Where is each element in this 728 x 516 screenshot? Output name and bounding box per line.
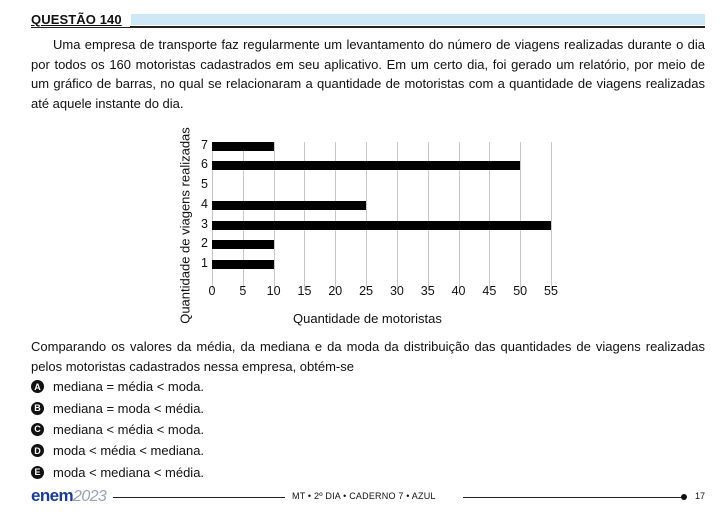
footer-text: MT • 2º DIA • CADERNO 7 • AZUL (292, 491, 436, 501)
option-a[interactable] (31, 376, 204, 397)
header-bar (131, 14, 705, 25)
page-number: 17 (695, 491, 706, 501)
enem-logo: enem2023 (31, 486, 107, 505)
answer-options (31, 376, 204, 483)
option-e[interactable] (31, 462, 204, 483)
y-tick-label: 2 (201, 236, 208, 250)
x-tick-label: 0 (208, 284, 216, 298)
x-tick-label: 30 (389, 284, 404, 298)
option-text: mediana = moda < média. (53, 400, 205, 416)
y-tick-label: 5 (201, 177, 208, 191)
bar-7 (212, 142, 274, 151)
x-tick-label: 35 (420, 284, 435, 298)
option-text: mediana < média < moda. (53, 421, 205, 437)
option-c[interactable] (31, 419, 204, 440)
page-footer (31, 488, 705, 506)
bar-6 (212, 161, 520, 170)
x-tick-label: 15 (297, 284, 312, 298)
question-intro: Uma empresa de transporte faz regularmente um levantamento do número de viagens realizadas durante o dia por todos os 160 motoristas cadastrados em seu aplicativo. Em um certo dia, foi gerado um relatório, por meio de um gráfico de barras, no qual se relacionaram a quantidade de motoristas com a quantidade de viagens realizadas até aquele instante do dia. (31, 37, 705, 111)
gridline (520, 142, 521, 290)
option-letter-icon: E (31, 466, 44, 479)
x-tick-label: 45 (482, 284, 497, 298)
option-letter-icon: B (31, 402, 44, 415)
question-title: QUESTÃO 140 (31, 12, 130, 27)
bar-chart (170, 127, 570, 330)
option-letter-icon: C (31, 423, 44, 436)
x-tick-label: 40 (451, 284, 466, 298)
x-tick-label: 50 (513, 284, 528, 298)
bar-4 (212, 201, 366, 210)
y-tick-label: 4 (201, 197, 208, 211)
footer-rule-left (113, 497, 285, 498)
footer-rule-right (463, 497, 683, 498)
chart-x-axis-label: Quantidade de motoristas (293, 311, 442, 326)
y-tick-label: 3 (201, 217, 208, 231)
y-tick-label: 6 (201, 157, 208, 171)
bar-2 (212, 240, 274, 249)
option-b[interactable] (31, 397, 204, 418)
option-text: moda < mediana < média. (53, 464, 205, 480)
y-tick-label: 7 (201, 138, 208, 152)
x-tick-label: 5 (239, 284, 247, 298)
footer-dot-icon (681, 494, 687, 500)
header-rule (31, 26, 705, 28)
question-header (31, 12, 705, 28)
bar-3 (212, 221, 551, 230)
chart-y-axis-label: Quantidade de viagens realizadas (177, 127, 193, 324)
x-tick-label: 55 (544, 284, 558, 298)
option-letter-icon: D (31, 444, 44, 457)
x-tick-label: 10 (266, 284, 281, 298)
gridline (551, 142, 552, 290)
x-tick-label: 25 (359, 284, 374, 298)
question-stem: Comparando os valores da média, da mediana e da moda da distribuição das quantidades de viagens realizadas pelos motoristas cadastrados nessa empresa, obtém-se (31, 339, 705, 374)
option-text: mediana = média < moda. (53, 379, 205, 395)
bar-1 (212, 260, 274, 269)
option-letter-icon: A (31, 380, 44, 393)
x-tick-label: 20 (328, 284, 343, 298)
option-text: moda < média < mediana. (53, 443, 205, 459)
y-tick-label: 1 (201, 256, 208, 270)
option-d[interactable] (31, 440, 204, 461)
